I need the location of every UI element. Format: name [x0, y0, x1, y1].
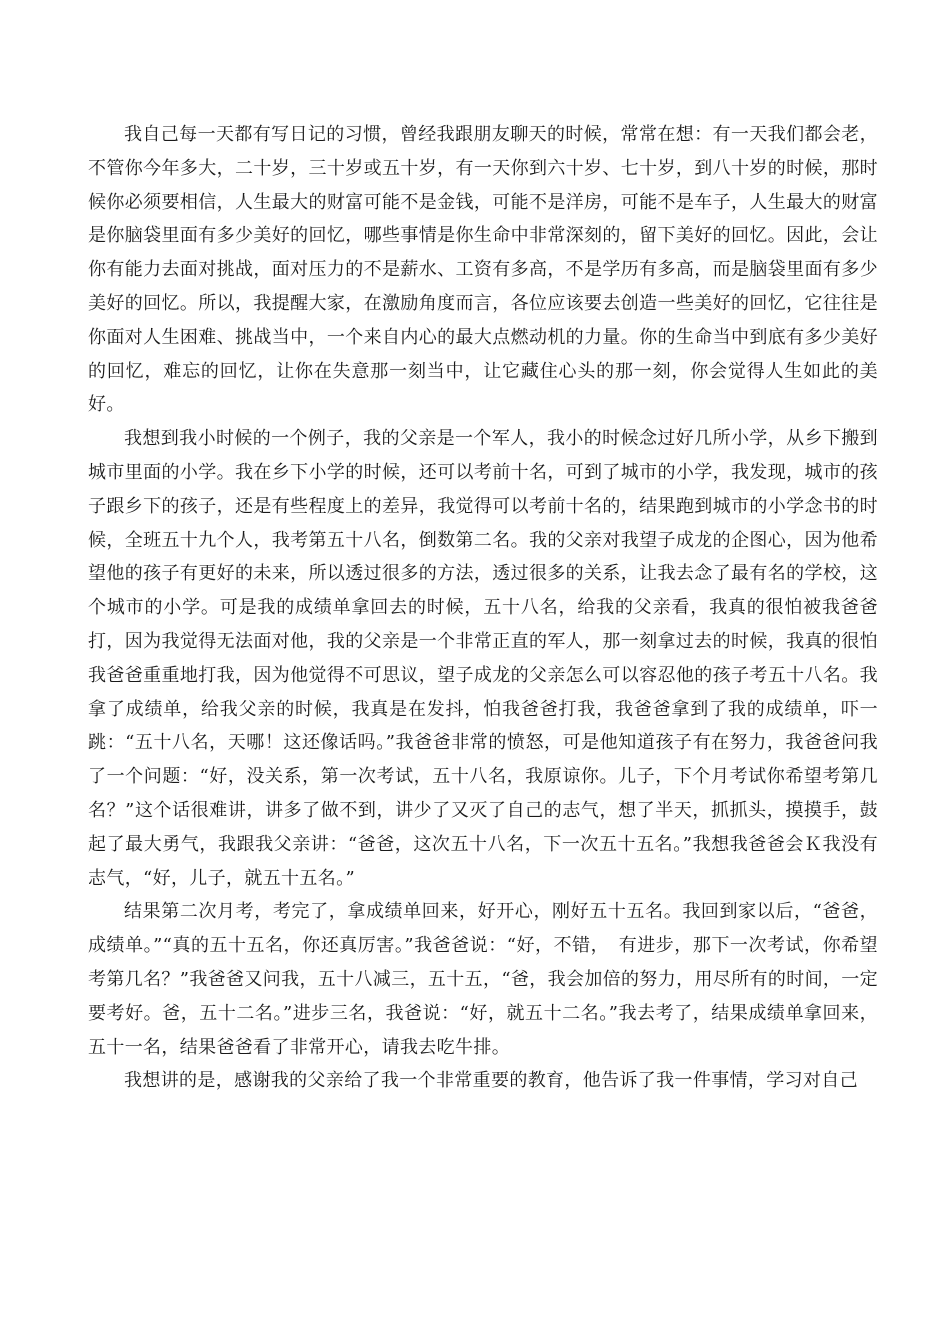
- paragraph-second-exam: 结果第二次月考，考完了，拿成绩单回来，好开心，刚好五十五名。我回到家以后，“爸爸，成绩单。”“真的五十五名，你还真厉害。”我爸爸说：“好，不错， 有进步，那下一次考试，你希望考第几名？”我爸爸又问我，五十八减三，五十五，“爸，我会加倍的努力，用尽所有的时间，一定要考好。爸，五十二名。”进步三名，我爸说：“好，就五十二名。”我去考了，结果成绩单拿回来，五十一名，结果爸爸看了非常开心，请我去吃牛排。: [88, 901, 878, 1058]
- document-page: [88, 118, 878, 1098]
- paragraph-diary-memories: 我自己每一天都有写日记的习惯，曾经我跟朋友聊天的时候，常常在想：有一天我们都会老，不管你今年多大，二十岁，三十岁或五十岁，有一天你到六十岁、七十岁，到八十岁的时候，那时候你必须要相信，人生最大的财富可能不是金钱，可能不是洋房，可能不是车子，人生最大的财富是你脑袋里面有多少美好的回忆，哪些事情是你生命中非常深刻的，留下美好的回忆。因此，会让你有能力去面对挑战，面对压力的不是薪水、工资有多高，不是学历有多高，而是脑袋里面有多少美好的回忆。所以，我提醒大家，在激励角度而言，各位应该要去创造一些美好的回忆，它往往是你面对人生困难、挑战当中，一个来自内心的最大点燃动机的力量。你的生命当中到底有多少美好的回忆，难忘的回忆，让你在失意那一刻当中，让它藏住心头的那一刻，你会觉得人生如此的美好。: [88, 124, 878, 416]
- paragraph-father-report-card: 我想到我小时候的一个例子，我的父亲是一个军人，我小的时候念过好几所小学，从乡下搬到城市里面的小学。我在乡下小学的时候，还可以考前十名，可到了城市的小学，我发现，城市的孩子跟乡下的孩子，还是有些程度上的差异，我觉得可以考前十名的，结果跑到城市的小学念书的时候，全班五十九个人，我考第五十八名，倒数第二名。我的父亲对我望子成龙的企图心，因为他希望他的孩子有更好的未来，所以透过很多的方法，透过很多的关系，让我去念了最有名的学校，这个城市的小学。可是我的成绩单拿回去的时候，五十八名，给我的父亲看，我真的很怕被我爸爸打，因为我觉得无法面对他，我的父亲是一个非常正直的军人，那一刻拿过去的时候，我真的很怕我爸爸重重地打我，因为他觉得不可思议，望子成龙的父亲怎么可以容忍他的孩子考五十八名。我拿了成绩单，给我父亲的时候，我真是在发抖，怕我爸爸打我，我爸爸拿到了我的成绩单，吓一跳：“五十八名，天哪！这还像话吗。”我爸爸非常的愤怒，可是他知道孩子有在努力，我爸爸问我了一个问题：“好，没关系，第一次考试，五十八名，我原谅你。儿子，下个月考试你希望考第几名？”这个话很难讲，讲多了做不到，讲少了又灭了自己的志气，想了半天，抓抓头，摸摸手，鼓起了最大勇气，我跟我父亲讲：“爸爸，这次五十八名，下一次五十五名。”我想我爸爸会Ｋ我没有志气，“好，儿子，就五十五名。”: [88, 428, 878, 889]
- paragraph-gratitude: 我想讲的是，感谢我的父亲给了我一个非常重要的教育，他告诉了我一件事情，学习对自己: [124, 1070, 858, 1092]
